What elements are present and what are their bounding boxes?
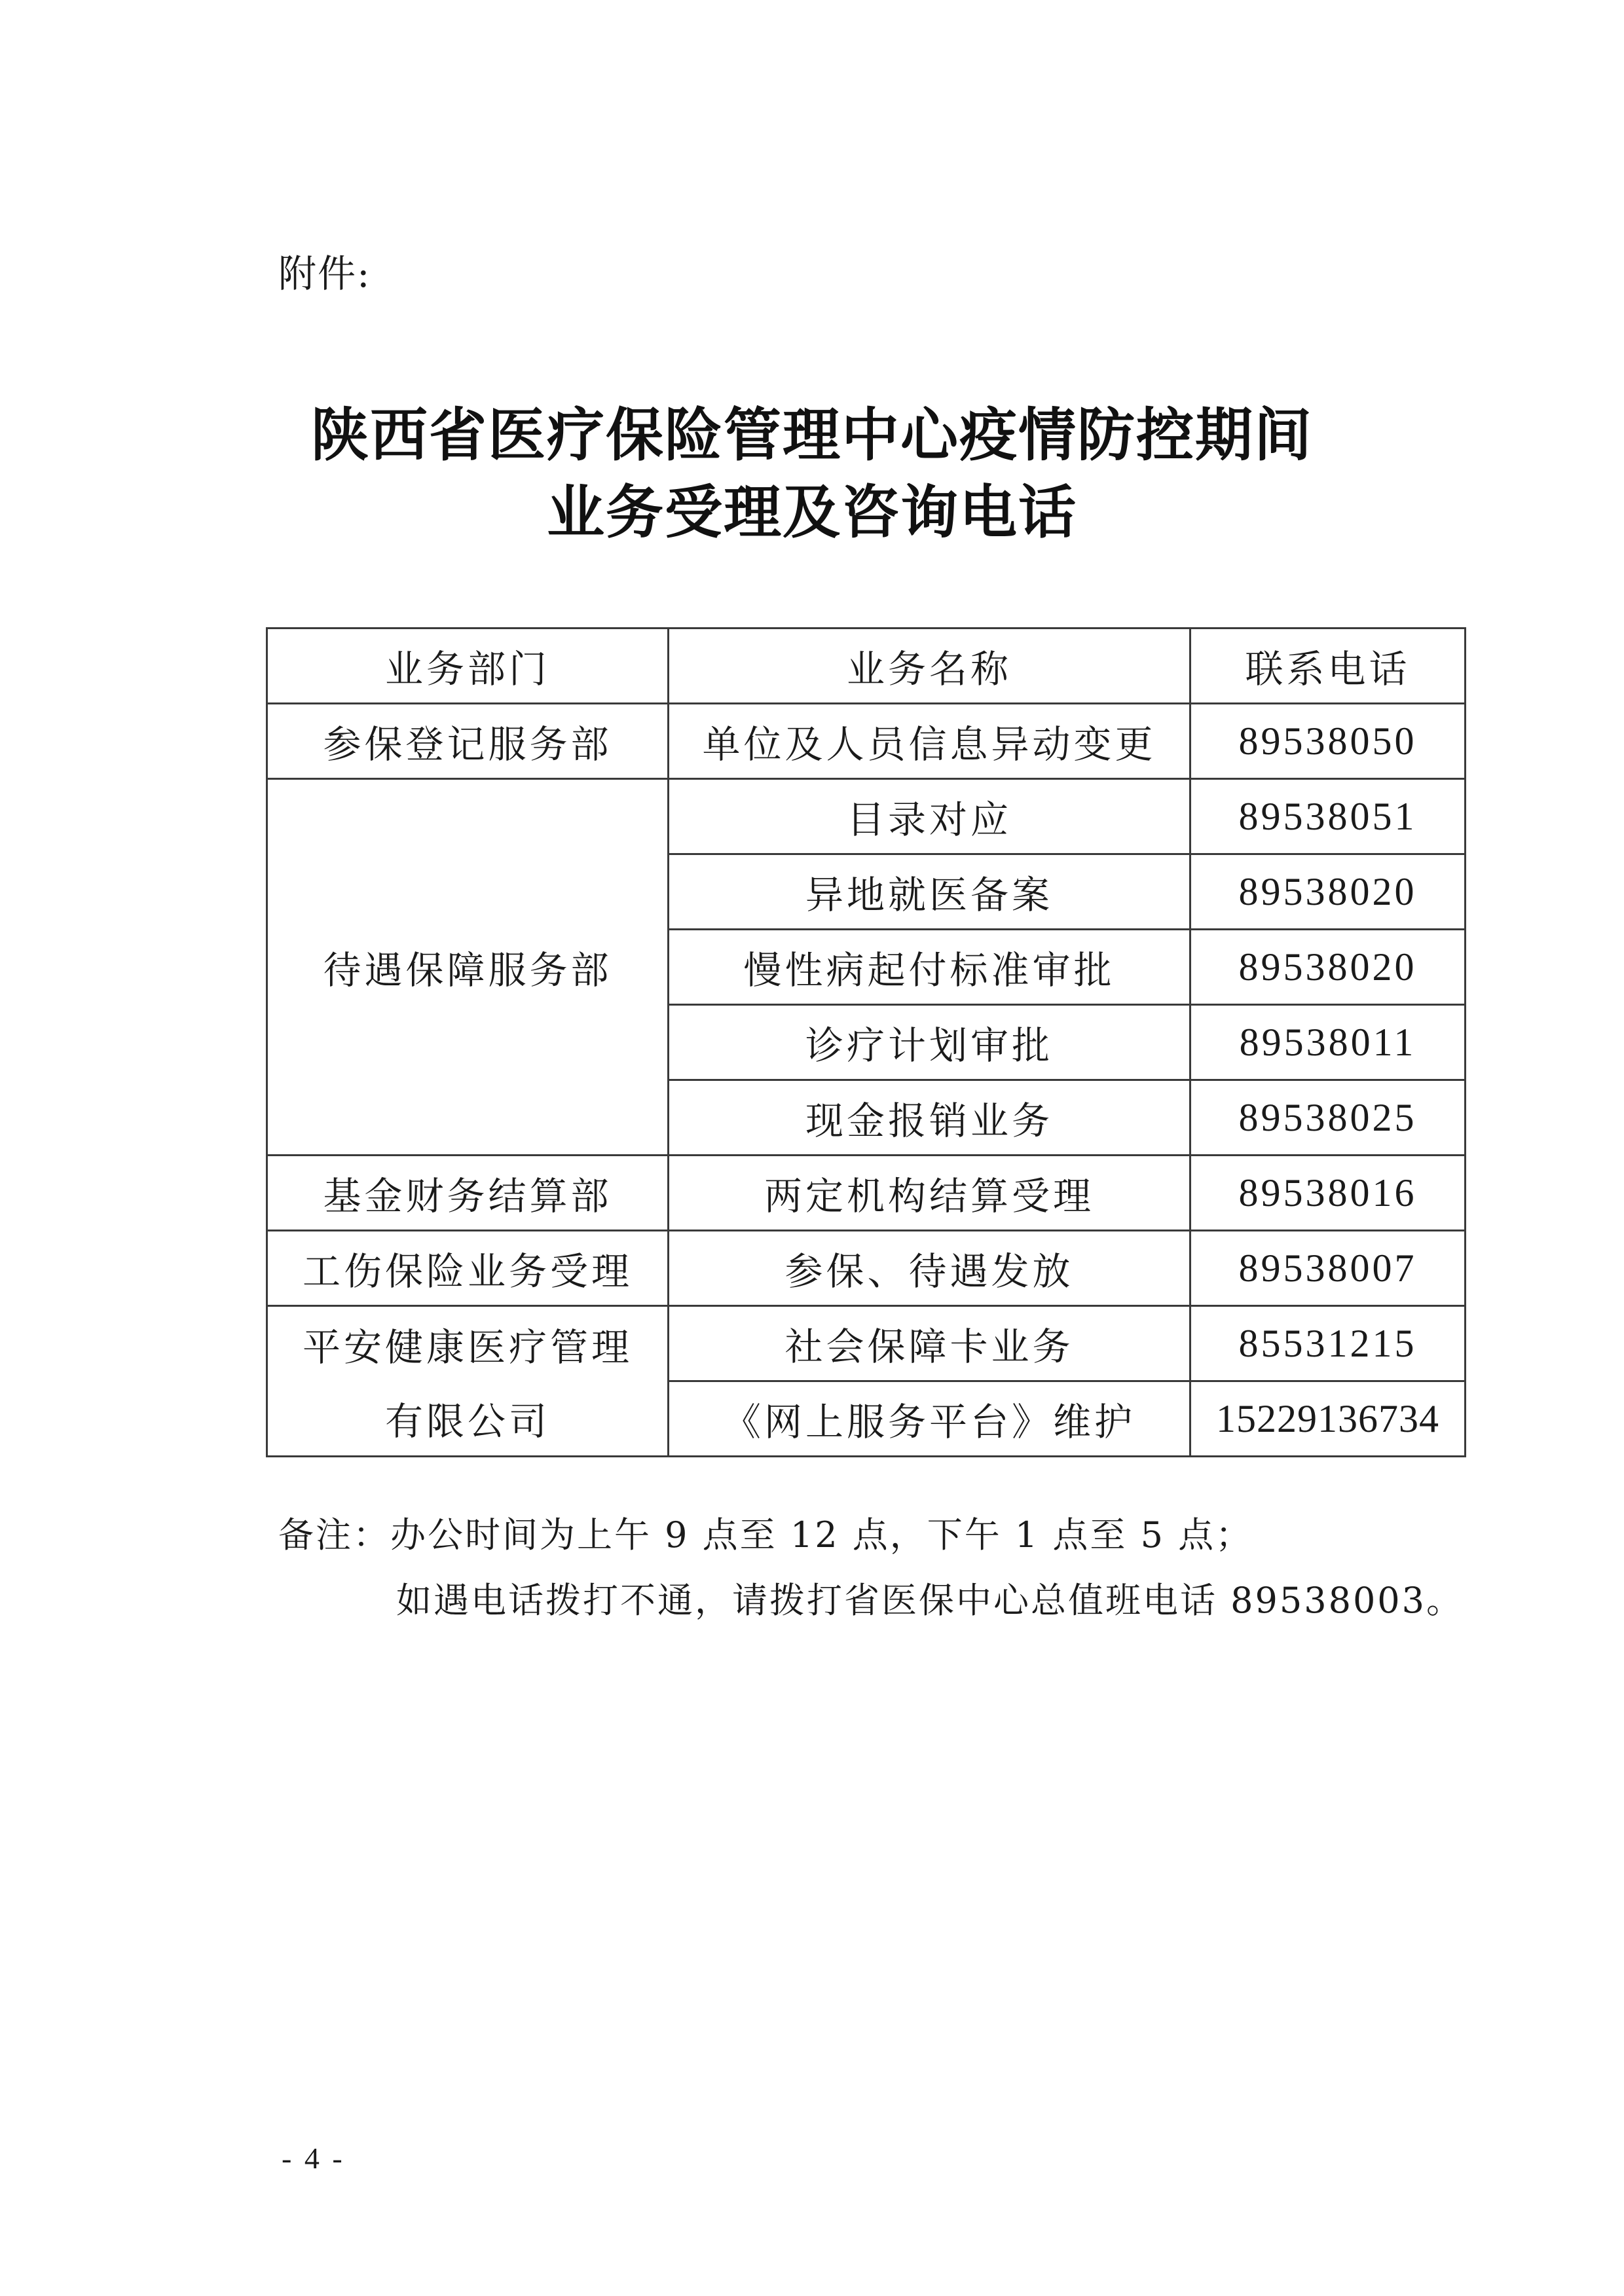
business-cell: 参保、待遇发放 [669,1231,1190,1306]
notes-line-1: 备注：办公时间为上午 9 点至 12 点，下午 1 点至 5 点； [278,1514,1253,1556]
page-number: - 4 - [282,2141,345,2175]
department-cell: 有限公司 [267,1381,669,1457]
document-title-line-1: 陕西省医疗保险管理中心疫情防控期间 [310,401,1313,469]
phone-cell: 15229136734 [1190,1381,1466,1457]
business-cell: 慢性病起付标准审批 [669,930,1190,1005]
department-cell: 平安健康医疗管理 [267,1306,669,1381]
business-cell: 单位及人员信息异动变更 [669,704,1190,779]
phone-cell: 89538007 [1190,1231,1466,1306]
contact-table [266,627,1466,1457]
department-cell: 基金财务结算部 [267,1156,669,1231]
business-cell: 目录对应 [669,779,1190,854]
department-cell: 工伤保险业务受理 [267,1231,669,1306]
document-title-line-2: 业务受理及咨询电话 [546,479,1077,546]
table-row [267,779,1466,854]
department-cell: 参保登记服务部 [267,704,669,779]
business-cell: 现金报销业务 [669,1080,1190,1156]
phone-cell: 89538051 [1190,779,1466,854]
business-cell: 诊疗计划审批 [669,1005,1190,1080]
table-header-row [267,629,1466,704]
business-cell: 《网上服务平台》维护 [669,1381,1190,1457]
business-cell: 两定机构结算受理 [669,1156,1190,1231]
notes-block [278,1503,1464,1633]
business-cell: 异地就医备案 [669,854,1190,930]
table-row [267,1381,1466,1457]
table-row [267,1231,1466,1306]
phone-cell: 89538020 [1190,930,1466,1005]
header-business: 业务名称 [669,629,1190,704]
phone-cell: 89538020 [1190,854,1466,930]
table-row [267,704,1466,779]
phone-cell: 89538016 [1190,1156,1466,1231]
phone-cell: 89538011 [1190,1005,1466,1080]
header-phone: 联系电话 [1190,629,1466,704]
notes-line-2: 如遇电话拨打不通，请拨打省医保中心总值班电话 89538003。 [396,1580,1464,1621]
phone-cell: 89538025 [1190,1080,1466,1156]
attachment-label: 附件: [278,251,371,296]
department-cell: 待遇保障服务部 [267,779,669,1156]
header-department: 业务部门 [267,629,669,704]
phone-cell: 85531215 [1190,1306,1466,1381]
phone-cell: 89538050 [1190,704,1466,779]
table-row [267,1306,1466,1381]
business-cell: 社会保障卡业务 [669,1306,1190,1381]
table-row [267,1156,1466,1231]
